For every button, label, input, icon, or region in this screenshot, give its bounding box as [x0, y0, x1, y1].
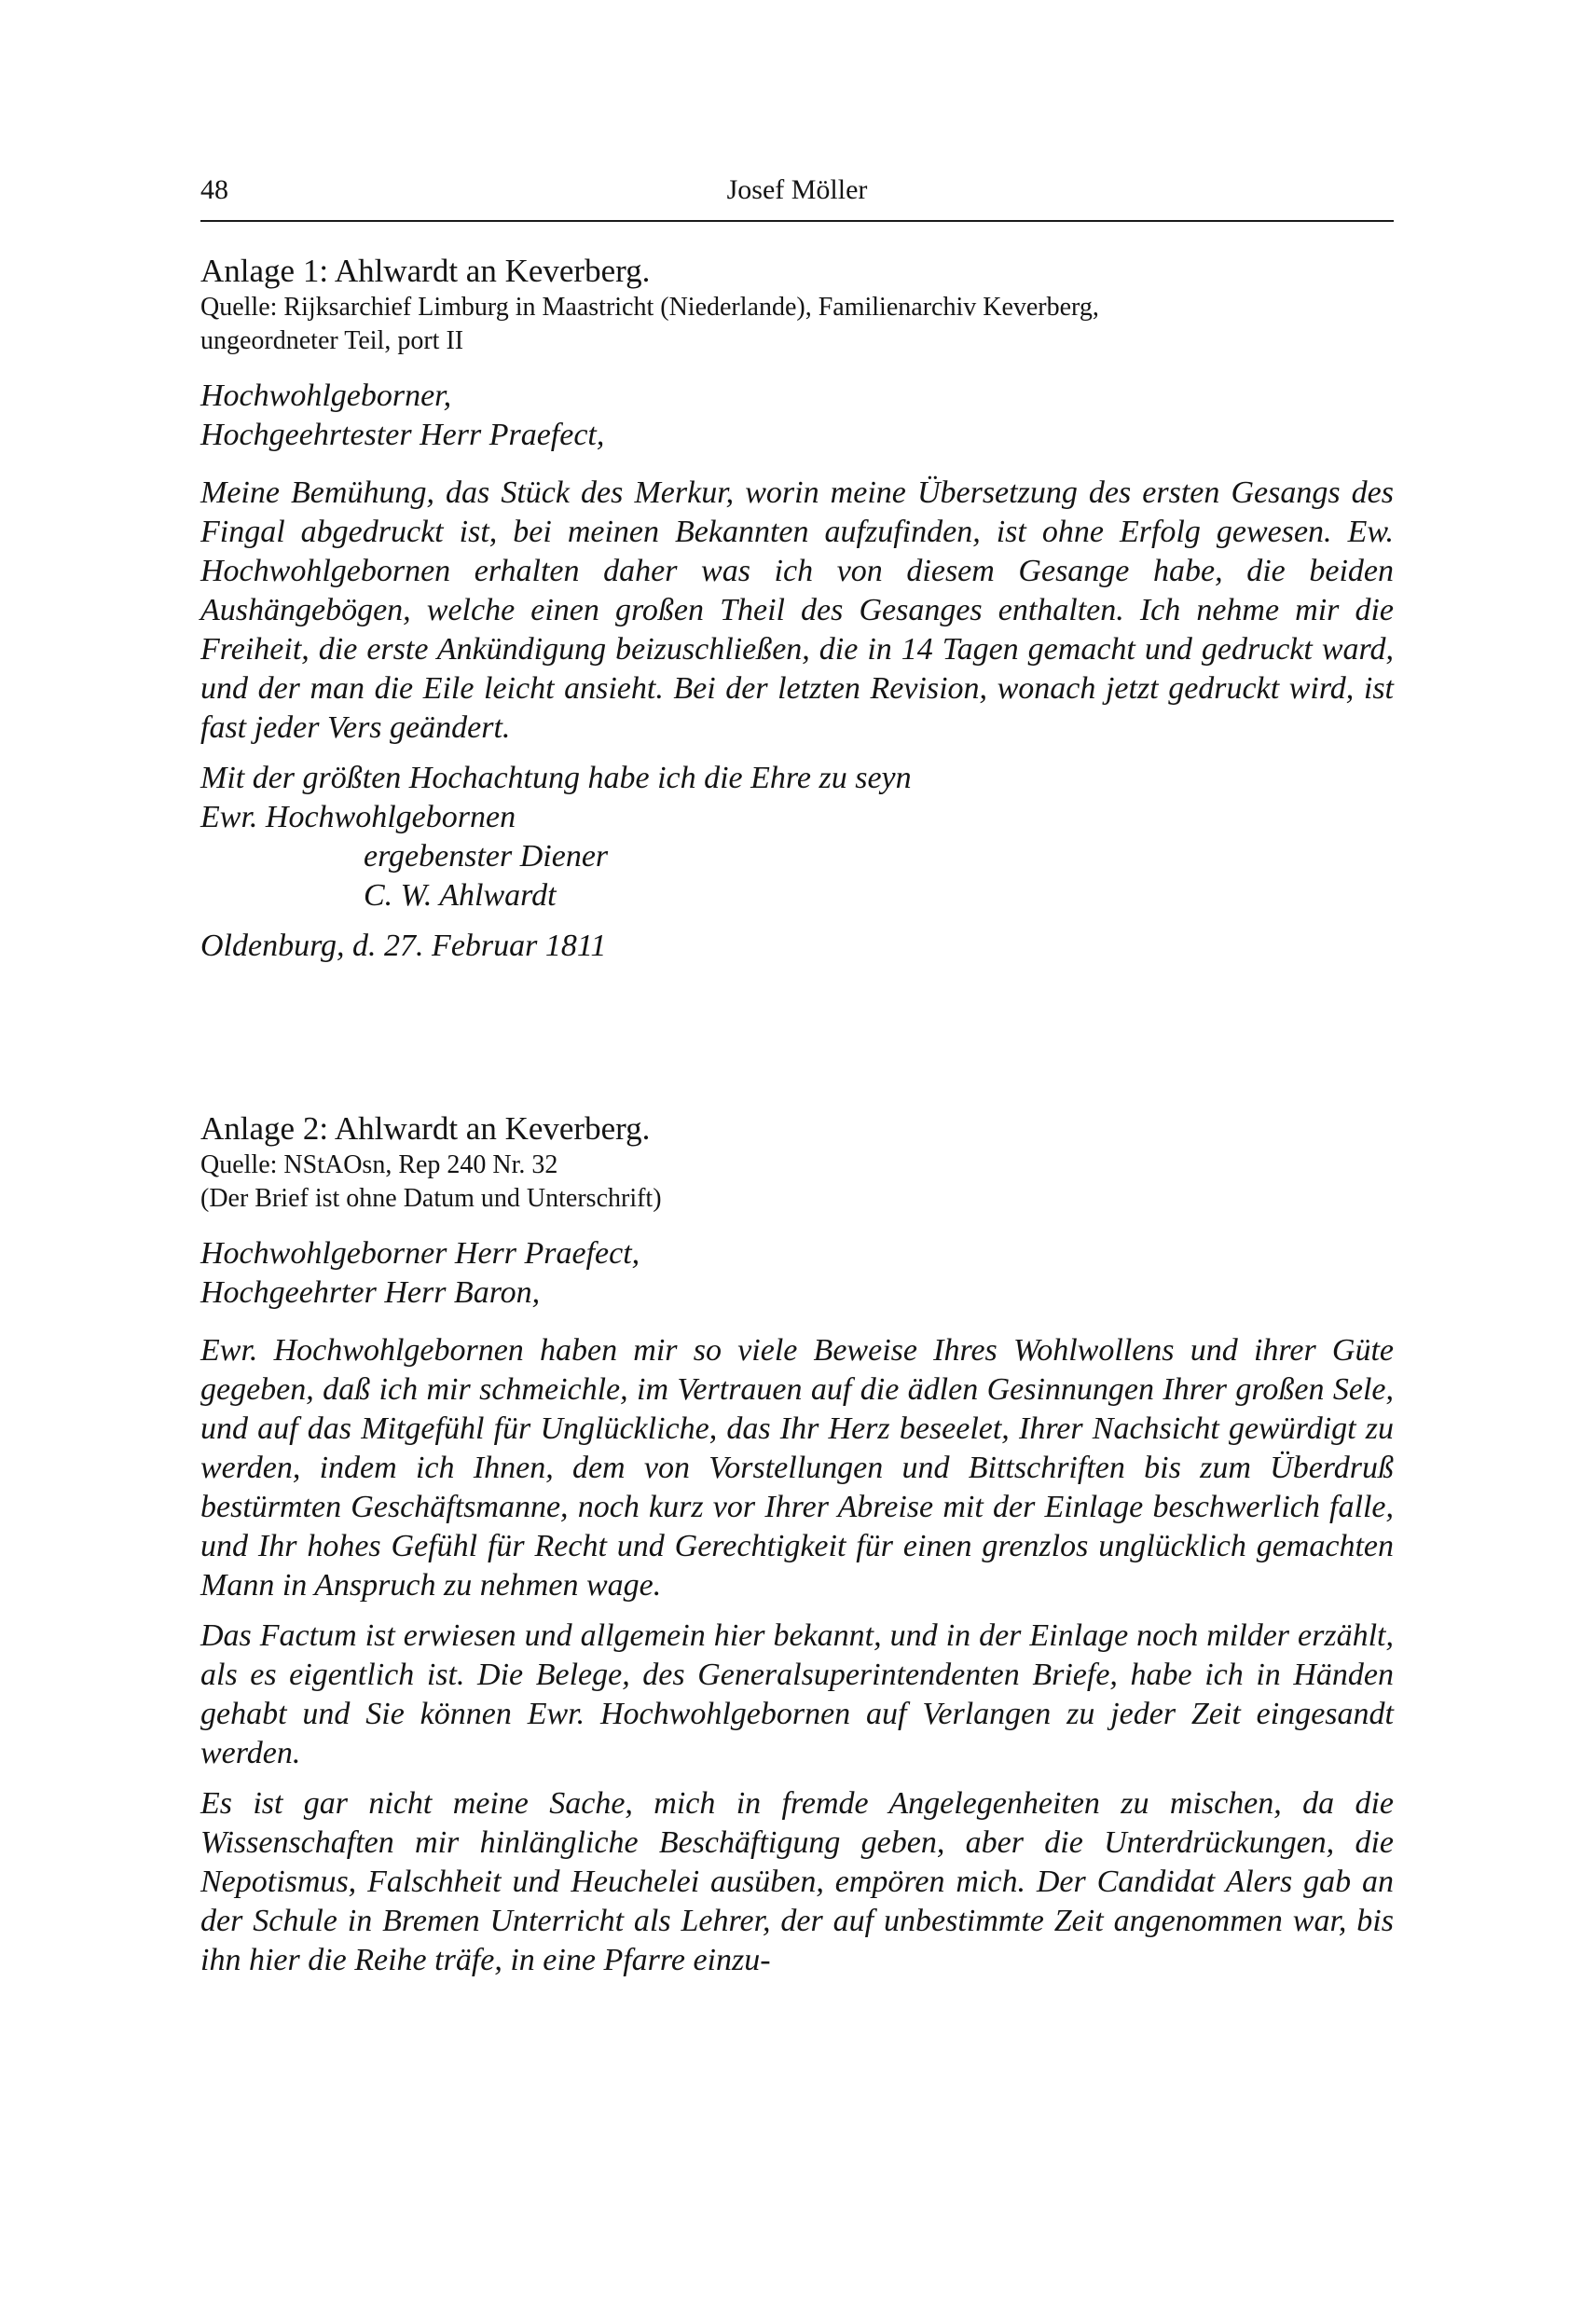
anlage-2-section [200, 1109, 1394, 1980]
anlage-1-signature-line-1: ergebenster Diener [364, 839, 609, 874]
anlage-1-salutation-line-2: Hochgeehrtester Herr Praefect, [200, 418, 605, 452]
anlage-2-paragraph-3: Es ist gar nicht meine Sache, mich in fremde Angelegenheiten zu mischen, da die Wissenschaften mir hinlängliche Beschäftigung geben, aber die Unterdrückungen, die Nepotismus, Falschheit und Heuchelei ausüben, empören mich. Der Candidat Alers gab an der Schule in Bremen Unterricht als Lehrer, der auf unbestimmte Zeit angenommen war, bis ihn hier die Reihe träfe, in eine Pfarre einzu- [200, 1786, 1394, 1977]
anlage-1-closing-line-1: Mit der größten Hochachtung habe ich die Ehre zu seyn [200, 761, 912, 795]
anlage-1-place-date: Oldenburg, d. 27. Februar 1811 [200, 929, 607, 963]
anlage-1-body-paragraph: Meine Bemühung, das Stück des Merkur, worin meine Übersetzung des ersten Gesangs des Fingal abgedruckt ist, bei meinen Bekannten aufzufinden, ist ohne Erfolg gewesen. Ew. Hochwohlgebornen erhalten daher was ich von diesem Gesange habe, die beiden Aushängebögen, welche einen großen Theil des Gesanges enthalten. Ich nehme mir die Freiheit, die erste Ankündigung beizuschließen, die in 14 Tagen gemacht und gedruckt ward, und der man die Eile leicht ansieht. Bei der letzten Revision, wonach jetzt gedruckt wird, ist fast jeder Vers geändert. [200, 475, 1394, 745]
document-page [200, 0, 1394, 2312]
anlage-2-source-line-1: Quelle: NStAOsn, Rep 240 Nr. 32 [200, 1150, 558, 1179]
anlage-1-section [200, 252, 1394, 966]
page-number: 48 [200, 174, 228, 205]
running-header [200, 172, 1394, 209]
anlage-2-source-line-2: (Der Brief ist ohne Datum und Unterschrift) [200, 1184, 662, 1213]
anlage-2-title: Anlage 2: Ahlwardt an Keverberg. [200, 1110, 651, 1147]
header-rule [200, 220, 1394, 222]
anlage-1-source-line-1: Quelle: Rijksarchief Limburg in Maastricht (Niederlande), Familienarchiv Keverberg, [200, 293, 1099, 322]
anlage-1-salutation-line-1: Hochwohlgeborner, [200, 378, 452, 413]
anlage-2-paragraph-1: Ewr. Hochwohlgebornen haben mir so viele Beweise Ihres Wohlwollens und ihrer Güte gegeben, daß ich mir schmeichle, im Vertrauen auf die ädlen Gesinnungen Ihrer großen Sele, und auf das Mitgefühl für Unglückliche, das Ihr Herz beseelet, Ihrer Nachsicht gewürdigt zu werden, indem ich Ihnen, dem von Vorstellungen und Bittschriften bis zum Überdruß bestürmten Geschäftsmanne, noch kurz vor Ihrer Abreise mit der Einlage beschwerlich falle, und Ihr hohes Gefühl für Recht und Gerechtigkeit für einen grenzlos unglücklich gemachten Mann in Anspruch zu nehmen wage. [200, 1333, 1394, 1603]
anlage-2-salutation-line-1: Hochwohlgeborner Herr Praefect, [200, 1236, 640, 1271]
anlage-2-paragraph-2: Das Factum ist erwiesen und allgemein hier bekannt, und in der Einlage noch milder erzählt, als es eigentlich ist. Die Belege, des Generalsuperintendenten Briefe, habe ich in Händen gehabt und Sie können Ewr. Hochwohlgebornen auf Verlangen zu jeder Zeit eingesandt werden. [200, 1618, 1394, 1770]
anlage-2-salutation-line-2: Hochgeehrter Herr Baron, [200, 1275, 541, 1310]
anlage-1-source-line-2: ungeordneter Teil, port II [200, 326, 464, 355]
anlage-1-title: Anlage 1: Ahlwardt an Keverberg. [200, 253, 651, 289]
running-title: Josef Möller [726, 174, 868, 205]
anlage-1-signature-name: C. W. Ahlwardt [364, 878, 557, 913]
anlage-1-closing-line-2: Ewr. Hochwohlgebornen [200, 800, 516, 834]
